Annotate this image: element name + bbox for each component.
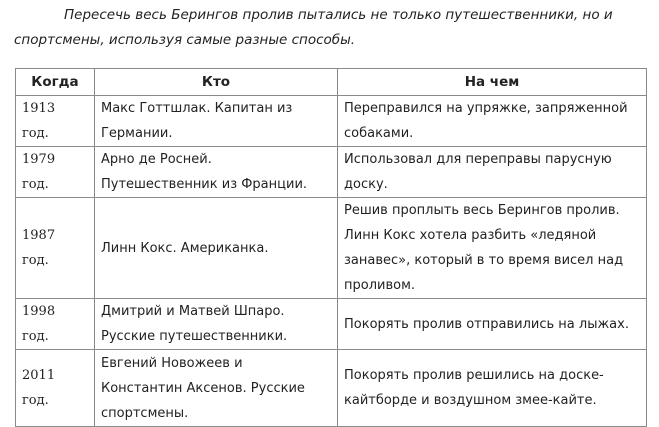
cell-line: Решив проплыть весь Берингов пролив.	[344, 203, 620, 218]
cell-line: Переправился на упряжке, запряженной	[344, 101, 628, 116]
cell-line: проливом.	[344, 278, 416, 293]
cell-line: 1987	[22, 228, 56, 243]
cell-line: 1979	[22, 152, 56, 167]
cell-how	[338, 96, 647, 147]
cell-line: год.	[22, 253, 49, 268]
cell-when	[16, 147, 95, 198]
cell-line: Покорять пролив отправились на лыжах.	[344, 316, 629, 332]
cell-line: Германии.	[101, 126, 173, 141]
cell-line: 1913	[22, 101, 56, 116]
cell-line: год.	[22, 177, 49, 192]
cell-how	[338, 147, 647, 198]
cell-line: 1998	[22, 304, 56, 319]
cell-line: кайтборде и воздушном змее-кайте.	[344, 393, 597, 408]
cell-line: Арно де Росней.	[101, 152, 212, 167]
intro-line-2: спортсмены, используя самые разные способы.	[14, 32, 356, 48]
cell-line: год.	[22, 329, 49, 344]
cell-line: Дмитрий и Матвей Шпаро.	[101, 304, 285, 319]
cell-line: год.	[22, 126, 49, 141]
bering-strait-table	[15, 68, 647, 427]
header-when: Когда	[16, 69, 95, 96]
cell-when	[16, 198, 95, 299]
cell-who	[95, 350, 338, 427]
cell-line: Использовал для переправы парусную	[344, 152, 612, 167]
cell-line: доску.	[344, 177, 388, 192]
cell-how	[338, 198, 647, 299]
table-row	[16, 299, 647, 350]
intro-paragraph	[14, 3, 654, 53]
table-row	[16, 147, 647, 198]
table-header-row	[16, 69, 647, 96]
cell-line: Путешественник из Франции.	[101, 177, 308, 192]
cell-line: Русские путешественники.	[101, 329, 288, 344]
cell-line: Константин Аксенов. Русские	[101, 380, 305, 396]
cell-line: собаками.	[344, 126, 414, 141]
cell-who	[95, 96, 338, 147]
cell-line: Евгений Новожеев и	[101, 355, 243, 371]
cell-line: Линн Кокс. Американка.	[101, 240, 269, 256]
cell-when	[16, 96, 95, 147]
cell-line: спортсмены.	[101, 405, 189, 421]
cell-who	[95, 147, 338, 198]
cell-line: Макс Готтшлак. Капитан из	[101, 101, 293, 116]
cell-when	[16, 299, 95, 350]
header-how: На чем	[338, 69, 647, 96]
intro-line-1: Пересечь весь Берингов пролив пытались не только путешественники, но и	[64, 7, 613, 23]
cell-line: 2011	[22, 368, 56, 383]
table-row	[16, 198, 647, 299]
cell-line: год.	[22, 393, 49, 408]
table-row	[16, 350, 647, 427]
cell-line: Покорять пролив решились на доске-	[344, 368, 604, 383]
table-row	[16, 96, 647, 147]
cell-how	[338, 299, 647, 350]
cell-line: Линн Кокс хотела разбить «ледяной	[344, 228, 597, 243]
cell-line: занавес», который в то время висел над	[344, 253, 624, 268]
cell-who	[95, 198, 338, 299]
header-who: Кто	[95, 69, 338, 96]
cell-how	[338, 350, 647, 427]
cell-who	[95, 299, 338, 350]
cell-when	[16, 350, 95, 427]
